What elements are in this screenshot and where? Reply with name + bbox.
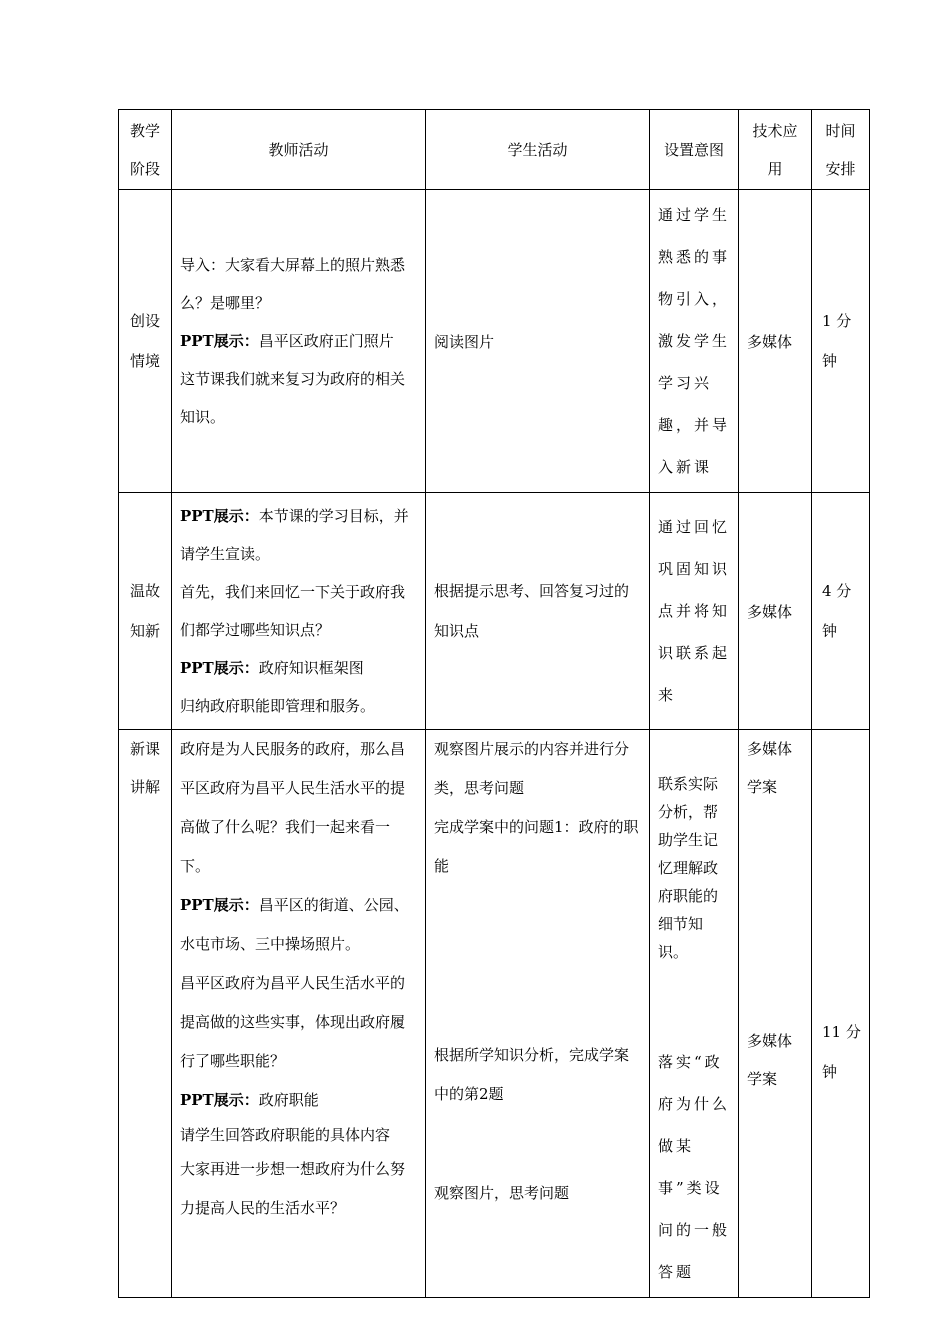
stage-cell: 新课讲解 (119, 730, 172, 1298)
stage-cell: 创设情境 (119, 190, 172, 493)
intent-cell: 通过回忆巩固知识点并将知识联系起来 (650, 493, 739, 730)
student-cell: 阅读图片 (426, 190, 650, 493)
row-stage-2 (119, 493, 870, 730)
time-cell: 1 分钟 (812, 190, 870, 493)
ppt-text: 政府职能 (258, 1091, 319, 1109)
tech-cell: 多媒体 (739, 190, 812, 493)
tech-text: 学案 (747, 1070, 778, 1088)
header-stage: 教学阶段 (119, 110, 172, 190)
ppt-label: PPT展示： (180, 1091, 259, 1109)
tech-cell (739, 730, 812, 1298)
header-intent: 设置意图 (650, 110, 739, 190)
ppt-text: 昌平区政府正门照片 (258, 332, 394, 350)
row-stage-3 (119, 730, 870, 1298)
intent-cell: 通过学生熟悉的事物引入，激发学生学习兴趣，并导入新课 (650, 190, 739, 493)
teacher-text: 首先，我们来回忆一下关于政府我们都学过哪些知识点？ (180, 583, 406, 639)
ppt-label: PPT展示： (180, 332, 259, 350)
student-text: 完成学案中的问题1：政府的职能 (434, 818, 639, 875)
teacher-text: 归纳政府职能即管理和服务。 (180, 697, 376, 715)
teacher-text: 请学生回答政府职能的具体内容 (180, 1126, 391, 1144)
time-cell: 11 分钟 (812, 730, 870, 1298)
header-time: 时间安排 (812, 110, 870, 190)
header-tech: 技术应用 (739, 110, 812, 190)
lesson-plan-table (118, 109, 870, 1298)
ppt-label: PPT展示： (180, 507, 259, 525)
student-cell (426, 730, 650, 1298)
teacher-cell (172, 730, 426, 1298)
teacher-text: 昌平区政府为昌平人民生活水平的提高做的这些实事，体现出政府履行了哪些职能？ (180, 974, 406, 1070)
header-row (119, 110, 870, 190)
tech-text: 多媒体 (747, 740, 793, 758)
ppt-label: PPT展示： (180, 896, 259, 914)
student-cell: 根据提示思考、回答复习过的知识点 (426, 493, 650, 730)
student-text: 根据所学知识分析，完成学案中的第2题 (434, 1046, 630, 1103)
teacher-cell (172, 493, 426, 730)
teacher-text: 大家再进一步想一想政府为什么努力提高人民的生活水平？ (180, 1160, 406, 1217)
ppt-label: PPT展示： (180, 659, 259, 677)
tech-text: 多媒体 (747, 1032, 793, 1050)
intent-text: 落实“政府为什么做某事”类设问的一般答题 (658, 1053, 731, 1281)
tech-cell: 多媒体 (739, 493, 812, 730)
teacher-text: 这节课我们就来复习为政府的相关知识。 (180, 370, 406, 426)
row-stage-1 (119, 190, 870, 493)
student-text: 观察图片，思考问题 (434, 1184, 570, 1202)
tech-text: 学案 (747, 778, 778, 796)
ppt-text: 本节课的学习目标，并请学生宣读。 (180, 507, 409, 563)
intent-text: 联系实际分析，帮助学生记忆理解政府职能的细节知识。 (658, 775, 719, 961)
stage-cell: 温故知新 (119, 493, 172, 730)
header-teacher: 教师活动 (172, 110, 426, 190)
teacher-text: 导入：大家看大屏幕上的照片熟悉么？是哪里？ (180, 256, 406, 312)
ppt-text: 政府知识框架图 (258, 659, 364, 677)
student-text: 观察图片展示的内容并进行分类，思考问题 (434, 740, 630, 797)
teacher-text: 政府是为人民服务的政府，那么昌平区政府为昌平人民生活水平的提高做了什么呢？我们一起来看一下。 (180, 740, 406, 875)
ppt-text: 昌平区的街道、公园、水屯市场、三中操场照片。 (180, 896, 409, 953)
header-student: 学生活动 (426, 110, 650, 190)
time-cell: 4 分钟 (812, 493, 870, 730)
intent-cell (650, 730, 739, 1298)
teacher-cell (172, 190, 426, 493)
